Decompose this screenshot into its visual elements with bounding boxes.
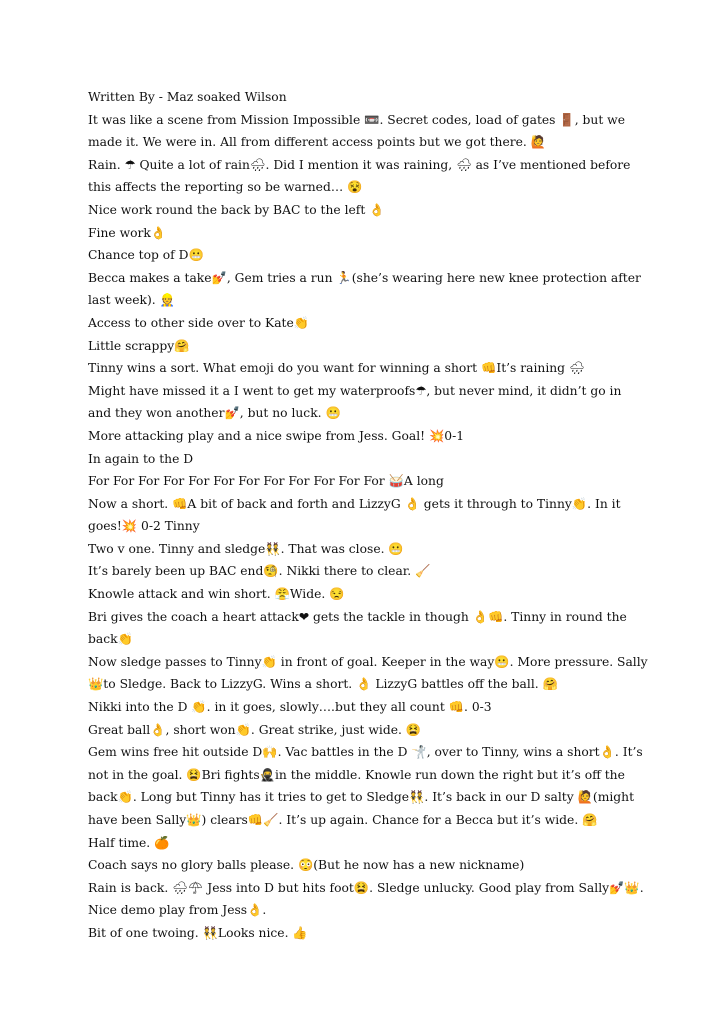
report-line: Nice work round the back by BAC to the left 👌 <box>88 202 385 217</box>
report-line: Access to other side over to Kate👏 <box>88 315 310 330</box>
report-line: Might have missed it a I went to get my waterproofs☂, but never mind, it didn’t go in and they won another💅, but no luck. 😬 <box>88 383 622 421</box>
report-line: Bri gives the coach a heart attack❤ gets the tackle in though 👌👊. Tinny in round the back👏 <box>88 609 627 647</box>
report-line: In again to the D <box>88 451 194 466</box>
goal-line: Now a short. 👊A bit of back and forth and LizzyG 👌 gets it through to Tinny👏. In it goes!💥 0-2 Tinny <box>88 496 621 534</box>
report-line: Nice demo play from Jess👌. <box>88 903 267 918</box>
report-line: Now sledge passes to Tinny👏 in front of goal. Keeper in the way😬. More pressure. Sally 👑to Sledge. Back to LizzyG. Wins a short. 👌 LizzyG battles off the ball. 🤗 <box>88 654 648 692</box>
report-line: Fine work👌 <box>88 225 167 240</box>
report-line: Gem wins free hit outside D🙌. Vac battles in the D 🤺, over to Tinny, wins a short👌. It’s not in the goal. 😫Bri fights🥷in the middle. Knowle run down the right but it’s off the back👏. Long but Tinny has it tries to get to Sledge👯. It’s back in our D salty 🙋(might have been Sally👑) clears👊🧹. It’s up again. Chance for a Becca but it’s wide. 🤗 <box>88 745 643 827</box>
report-line: Two v one. Tinny and sledge👯. That was close. 😬 <box>88 541 404 556</box>
report-line: For For For For For For For For For For For For 🥁A long <box>88 474 444 489</box>
document-body <box>88 86 648 945</box>
report-line: Bit of one twoing. 👯Looks nice. 👍 <box>88 925 308 940</box>
report-line: Great ball👌, short won👏. Great strike, just wide. 😫 <box>88 722 422 737</box>
report-line: Knowle attack and win short. 😤Wide. 😒 <box>88 587 345 602</box>
report-line: Little scrappy🤗 <box>88 338 190 353</box>
report-line: Tinny wins a sort. What emoji do you want for winning a short 👊It’s raining 🌧 <box>88 361 585 376</box>
half-time-line: Half time. 🍊 <box>88 835 170 850</box>
goal-line: More attacking play and a nice swipe from Jess. Goal! 💥0-1 <box>88 428 465 443</box>
author-line: Written By - Maz soaked Wilson <box>88 90 287 104</box>
report-line: Coach says no glory balls please. 😳(But he now has a new nickname) <box>88 858 525 873</box>
report-line: Rain is back. 🌧☂ Jess into D but hits foot😫. Sledge unlucky. Good play from Sally💅👑. <box>88 880 644 895</box>
report-line: Becca makes a take💅, Gem tries a run 🏃(she’s wearing here new knee protection after last week). 👷 <box>88 270 641 308</box>
goal-line: Nikki into the D 👏. in it goes, slowly….but they all count 👊. 0-3 <box>88 700 492 715</box>
report-line: It’s barely been up BAC end🧐. Nikki there to clear. 🧹 <box>88 564 431 579</box>
report-line: Rain. ☂ Quite a lot of rain🌧. Did I mention it was raining, 🌧 as I’ve mentioned before this affects the reporting so be warned… 😵 <box>88 157 631 195</box>
report-line: Chance top of D😬 <box>88 248 204 263</box>
report-line: It was like a scene from Mission Impossible 📼. Secret codes, load of gates 🚪, but we made it. We were in. All from different access points but we got there. 🙋 <box>88 112 625 150</box>
